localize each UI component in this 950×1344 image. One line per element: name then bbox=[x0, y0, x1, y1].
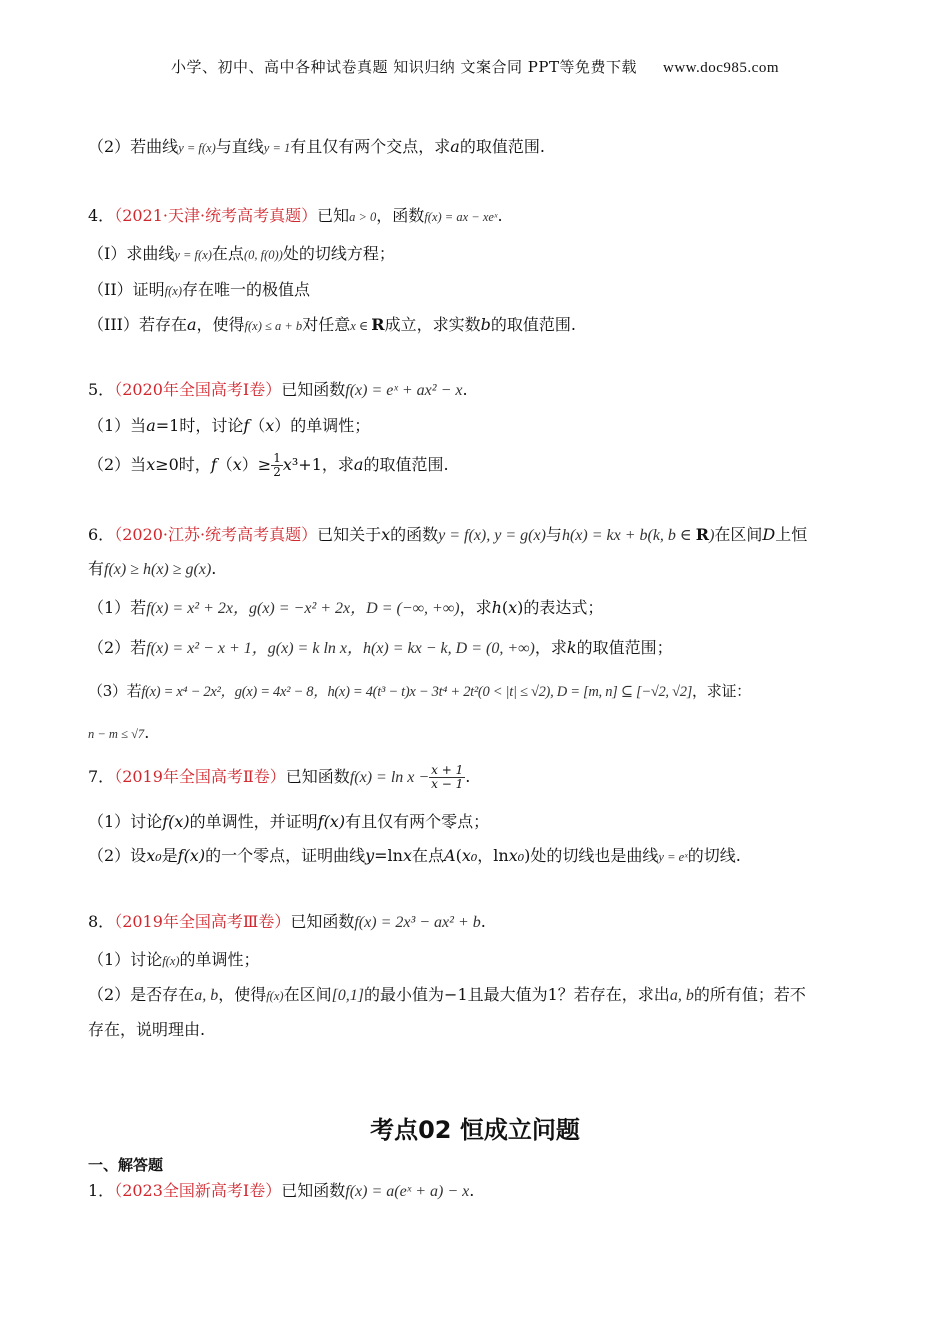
q7-part2: （2）设x₀是f(x)的一个零点，证明曲线y=lnx在点A(x₀，lnx₀)处的切线也是曲线y = eˣ的切线. bbox=[88, 846, 741, 865]
q7-part1: （1）讨论f(x)的单调性，并证明f(x)有且仅有两个零点； bbox=[88, 812, 490, 831]
q4-part2: （II）证明f(x)存在唯一的极值点 bbox=[88, 280, 311, 299]
q5-part2: （2）当x≥0时，f（x）≥ $\frac{1}{2}$ x³+1，求a的取值范围. bbox=[88, 451, 449, 479]
question-source: （2019年全国高考Ⅱ卷） bbox=[114, 767, 286, 786]
question-source: （2019年全国高考Ⅲ卷） bbox=[114, 912, 291, 931]
q4-part3: （III）若存在a，使得f(x) ≤ a + b对任意x ∈ R成立，求实数b的取值范围. bbox=[88, 315, 576, 334]
fraction: $\frac{1}{2}$ bbox=[273, 451, 281, 479]
q6-stem: 6．（2020·江苏·统考高考真题）已知关于x的函数y = f(x), y = g(x)与h(x) = kx + b(k, b ∈ R)在区间D上恒 bbox=[88, 525, 808, 544]
s1q1-stem: 1．（2023全国新高考Ⅰ卷）已知函数f(x) = a(eˣ + a) − x. bbox=[88, 1181, 475, 1200]
math: y = f(x) bbox=[178, 141, 216, 155]
q6-stem-line2: 有f(x) ≥ h(x) ≥ g(x). bbox=[88, 559, 217, 578]
q5-stem: 5．（2020年全国高考Ⅰ卷）已知函数f(x) = eˣ + ax² − x. bbox=[88, 380, 468, 399]
question-source: （2021·天津·统考高考真题） bbox=[114, 206, 318, 225]
q6-part3-line2: n − m ≤ √7. bbox=[88, 723, 150, 742]
section-subtitle: 一、解答题 bbox=[88, 1156, 164, 1174]
q8-part2-line2: 存在，说明理由. bbox=[88, 1020, 206, 1039]
q7-stem: 7．（2019年全国高考Ⅱ卷）已知函数f(x) = ln x − $\frac{x + 1}{x - 1}$ . bbox=[88, 763, 471, 791]
math: y = 1 bbox=[263, 141, 291, 155]
q8-part1: （1）讨论f(x)的单调性； bbox=[88, 950, 260, 969]
section-title: 考点02 恒成立问题 bbox=[370, 1116, 580, 1144]
q4-stem: 4．（2021·天津·统考高考真题）已知a > 0，函数f(x) = ax − xeˣ. bbox=[88, 206, 503, 225]
header-text: 小学、初中、高中各种试卷真题 知识归纳 文案合同 PPT等免费下载 bbox=[170, 58, 637, 76]
q3-part2: （2）若曲线y = f(x)与直线y = 1有且仅有两个交点，求a的取值范围. bbox=[88, 137, 545, 156]
q8-part2: （2）是否存在a, b，使得f(x)在区间[0,1]的最小值为−1且最大值为1？若存在，求出a, b的所有值；若不 bbox=[88, 985, 806, 1004]
q6-part1: （1）若f(x) = x² + 2x，g(x) = −x² + 2x，D = (−∞, +∞)，求h(x)的表达式； bbox=[88, 598, 604, 617]
question-source: （2020年全国高考Ⅰ卷） bbox=[114, 380, 282, 399]
q4-part1: （I）求曲线y = f(x)在点(0, f(0))处的切线方程； bbox=[88, 244, 395, 263]
question-source: （2020·江苏·统考高考真题） bbox=[114, 525, 318, 544]
q8-stem: 8．（2019年全国高考Ⅲ卷）已知函数f(x) = 2x³ − ax² + b. bbox=[88, 912, 486, 931]
page-header bbox=[0, 56, 950, 77]
fraction: $\frac{x + 1}{x - 1}$ bbox=[431, 763, 464, 791]
q6-part3: （3）若f(x) = x⁴ − 2x²，g(x) = 4x² − 8，h(x) = 4(t³ − t)x − 3t⁴ + 2t²(0 < |t| ≤ √2), D = [m, n] ⊆ [−√2, √2]，求证： bbox=[88, 682, 751, 700]
question-source: （2023全国新高考Ⅰ卷） bbox=[114, 1181, 282, 1200]
q5-part1: （1）当a=1时，讨论f（x）的单调性； bbox=[88, 416, 371, 435]
header-site: www.doc985.com bbox=[662, 60, 779, 76]
q6-part2: （2）若f(x) = x² − x + 1，g(x) = k ln x，h(x) = kx − k, D = (0, +∞)，求k的取值范围； bbox=[88, 638, 673, 657]
